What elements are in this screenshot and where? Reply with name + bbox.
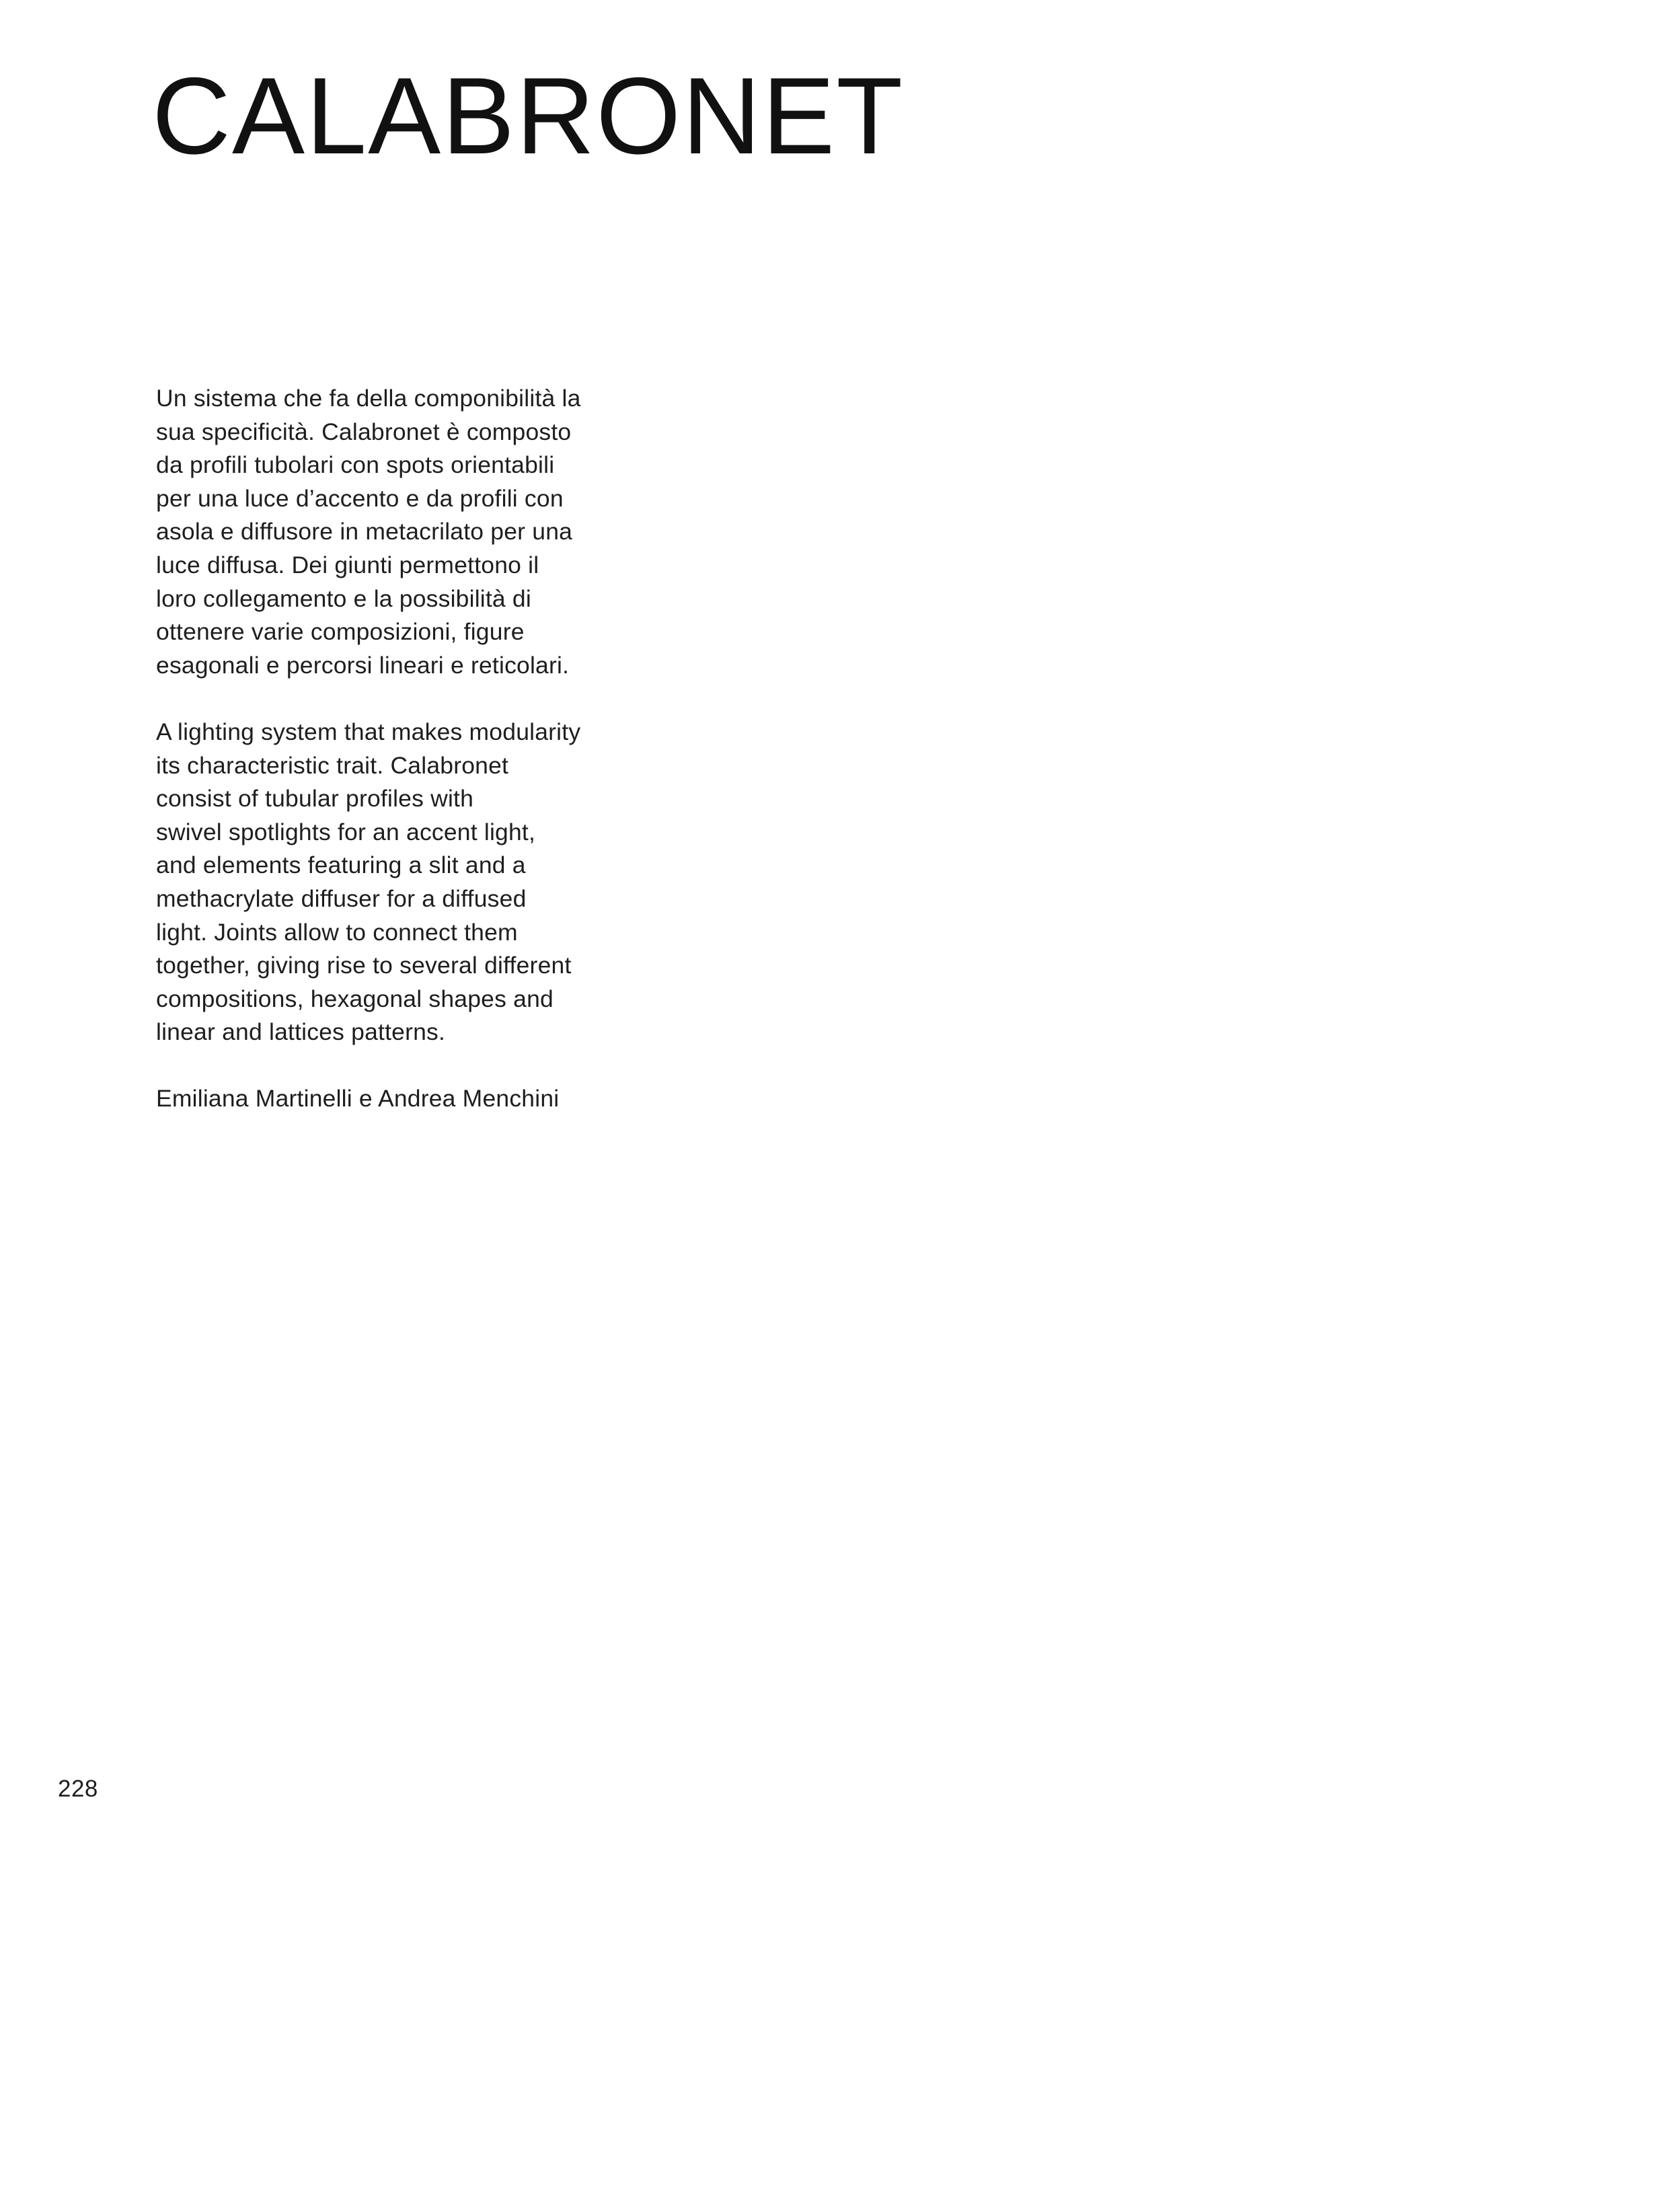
english-line: its characteristic trait. Calabronet (156, 751, 509, 779)
italian-line: asola e diffusore in metacrilato per una (156, 518, 573, 545)
page-title: CALABRONET (152, 55, 905, 177)
english-line: light. Joints allow to connect them (156, 918, 518, 946)
italian-line: sua specificità. Calabronet è composto (156, 418, 572, 445)
italian-paragraph (156, 382, 640, 682)
designers-credit: Emiliana Martinelli e Andrea Menchini (156, 1085, 560, 1112)
italian-line: luce diffusa. Dei giunti permettono il (156, 551, 539, 578)
english-line: compositions, hexagonal shapes and (156, 985, 553, 1012)
italian-line: per una luce d’accento e da profili con (156, 484, 564, 512)
page-number: 228 (58, 1776, 98, 1802)
english-line: A lighting system that makes modularity (156, 718, 581, 745)
italian-line: da profili tubolari con spots orientabili (156, 451, 555, 479)
english-line: and elements featuring a slit and a (156, 852, 526, 879)
english-line: swivel spotlights for an accent light, (156, 818, 536, 845)
english-line: consist of tubular profiles with (156, 785, 474, 813)
english-line: methacrylate diffuser for a diffused (156, 884, 527, 912)
english-paragraph (156, 716, 640, 1049)
italian-line: Un sistema che fa della componibilità la (156, 385, 581, 412)
english-line: linear and lattices patterns. (156, 1018, 446, 1046)
italian-line: loro collegamento e la possibilità di (156, 584, 531, 612)
english-line: together, giving rise to several different (156, 952, 572, 979)
italian-line: esagonali e percorsi lineari e reticolari. (156, 651, 570, 679)
description-text-block (156, 382, 640, 1149)
italian-line: ottenere varie composizioni, figure (156, 618, 525, 646)
